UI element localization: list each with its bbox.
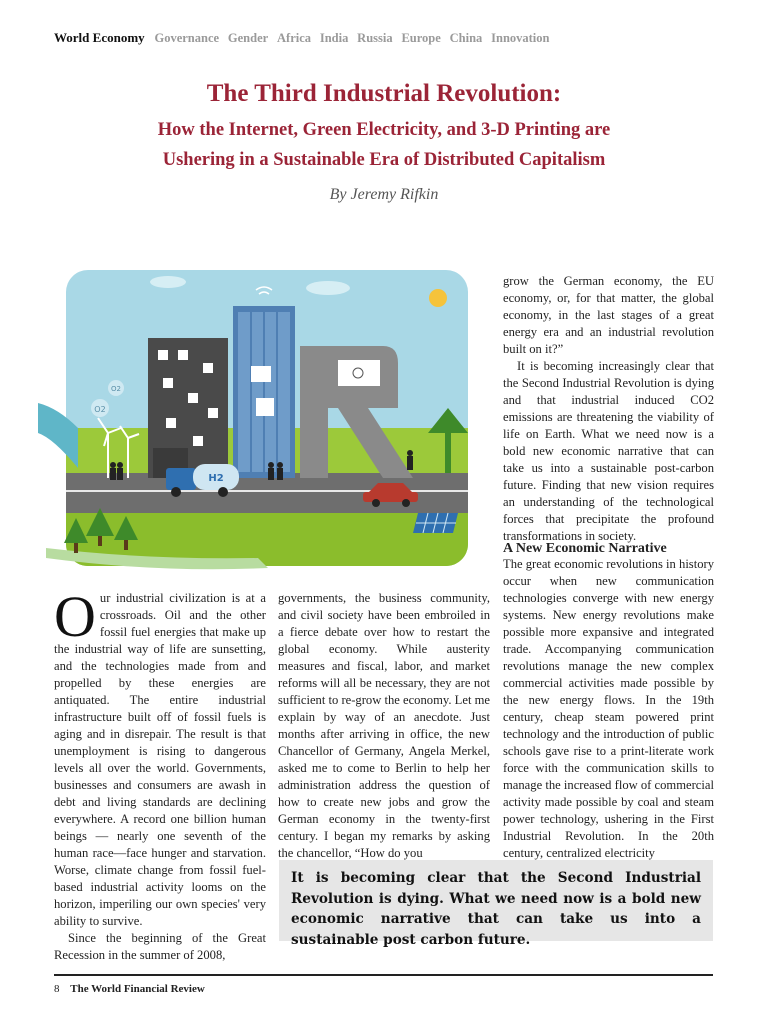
building-blue-tower xyxy=(233,306,295,478)
city-illustration xyxy=(38,268,493,573)
paragraph: It is becoming increasingly clear that the Second Industrial Revolution is dying and that industrial induced CO2 emissions are threatening the viability of life on Earth. What we need now is a bold new economic narrative that can take us into a sustainable post-carbon future. Finding that new vision requires an understanding of the technological forces that precipitate the profound transformations in society. xyxy=(503,359,714,543)
nav-tag-europe[interactable]: Europe xyxy=(401,31,441,45)
byline: By Jeremy Rifkin xyxy=(329,186,439,203)
paragraph: The great economic revolutions in history occur when new communication technologies converge with new energy systems. New energy revolutions make possible more expansive and integrated trade. Accompanying communication revolutions manage the new complex commercial activities made possible by the new energy flows. In the 19th century, cheap steam powered print technology and the introduction of public schools gave rise to a print-literate work force with the communication skills to manage the increased flow of commercial activity made possible by coal and steam power technology, ushering in the First Industrial Revolution. In the 20th century, centralized electricity xyxy=(503,557,714,860)
column-1 xyxy=(54,584,266,962)
drop-cap: O xyxy=(54,584,96,649)
page-number: 8 xyxy=(54,983,60,995)
solar-panel-icon xyxy=(413,513,458,533)
subtitle-line-1: How the Internet, Green Electricity, and 3-D Printing are xyxy=(157,120,611,140)
section-heading: A New Economic Narrative xyxy=(503,541,667,556)
article-subtitle xyxy=(90,115,678,175)
nav-tag-africa[interactable]: Africa xyxy=(277,31,312,45)
subtitle-line-2: Ushering in a Sustainable Era of Distributed Capitalism xyxy=(162,150,606,170)
publication-name: The World Financial Review xyxy=(70,983,205,995)
nav-section-label: World Economy xyxy=(54,30,145,45)
o2-bubble-b: O2 xyxy=(111,385,121,393)
section-nav xyxy=(54,30,554,46)
road xyxy=(38,473,493,513)
column-2 xyxy=(278,590,490,862)
building-dark-left xyxy=(148,338,228,478)
sun-icon xyxy=(429,289,447,307)
article-title: The Third Industrial Revolution: xyxy=(206,80,562,107)
footer xyxy=(54,983,205,995)
pull-quote: It is becoming clear that the Second Industrial Revolution is dying. What we need now is a bold new economic narrative that can take us into a sustainable post carbon future. xyxy=(291,870,701,948)
column-3-upper xyxy=(503,273,714,545)
h2-label: H2 xyxy=(208,473,224,484)
nav-tag-gender[interactable]: Gender xyxy=(227,31,269,45)
paragraph: governments, the business community, and civil society have been embroiled in a fierce debate over how to restart the global economy. While austerity measures and fiscal, labor, and market reforms will all be necessary, they are not sufficient to re-grow the economy. Let me explain by way of an anecdote. Just months after arriving in office, the new Chancellor of Germany, Angela Merkel, asked me to come to Berlin to help her administration address the question of how to create new jobs and grow the German economy in the twenty-first century. I began my remarks by asking the chancellor, “How do you xyxy=(278,591,490,860)
nav-tag-russia[interactable]: Russia xyxy=(357,31,393,45)
column-3-lower xyxy=(503,556,714,862)
paragraph: grow the German economy, the EU economy, or, for that matter, the global economy, in the last stages of a great energy era and an industrial revolution built on it?” xyxy=(503,274,714,356)
nav-tag-india[interactable]: India xyxy=(319,31,349,45)
nav-tag-innovation[interactable]: Innovation xyxy=(491,31,550,45)
nav-tag-china[interactable]: China xyxy=(449,31,483,45)
footer-rule xyxy=(54,974,713,976)
paragraph-text: ur industrial civilization is at a crossroads. Oil and the other fossil fuel energies that make up the industrial way of life are sunsetting, and the technologies made from and propelled by these energies are antiquated. The entire industrial infrastructure built off of fossil fuels is aging and in disrepair. The result is that unemployment is rising to dangerous levels all over the world. Governments, businesses and consumers are awash in debt and living standards are declining everywhere. A record one billion human beings — nearly one seventh of the human race—face hunger and starvation. Worse, climate change from fossil fuel-based industrial activity looms on the horizon, imperiling our own species' very ability to survive. xyxy=(54,591,266,928)
o2-bubble-a: O2 xyxy=(94,405,106,414)
paragraph: Since the beginning of the Great Recession in the summer of 2008, xyxy=(54,931,266,962)
paragraph xyxy=(54,584,266,930)
nav-tag-governance[interactable]: Governance xyxy=(154,31,220,45)
